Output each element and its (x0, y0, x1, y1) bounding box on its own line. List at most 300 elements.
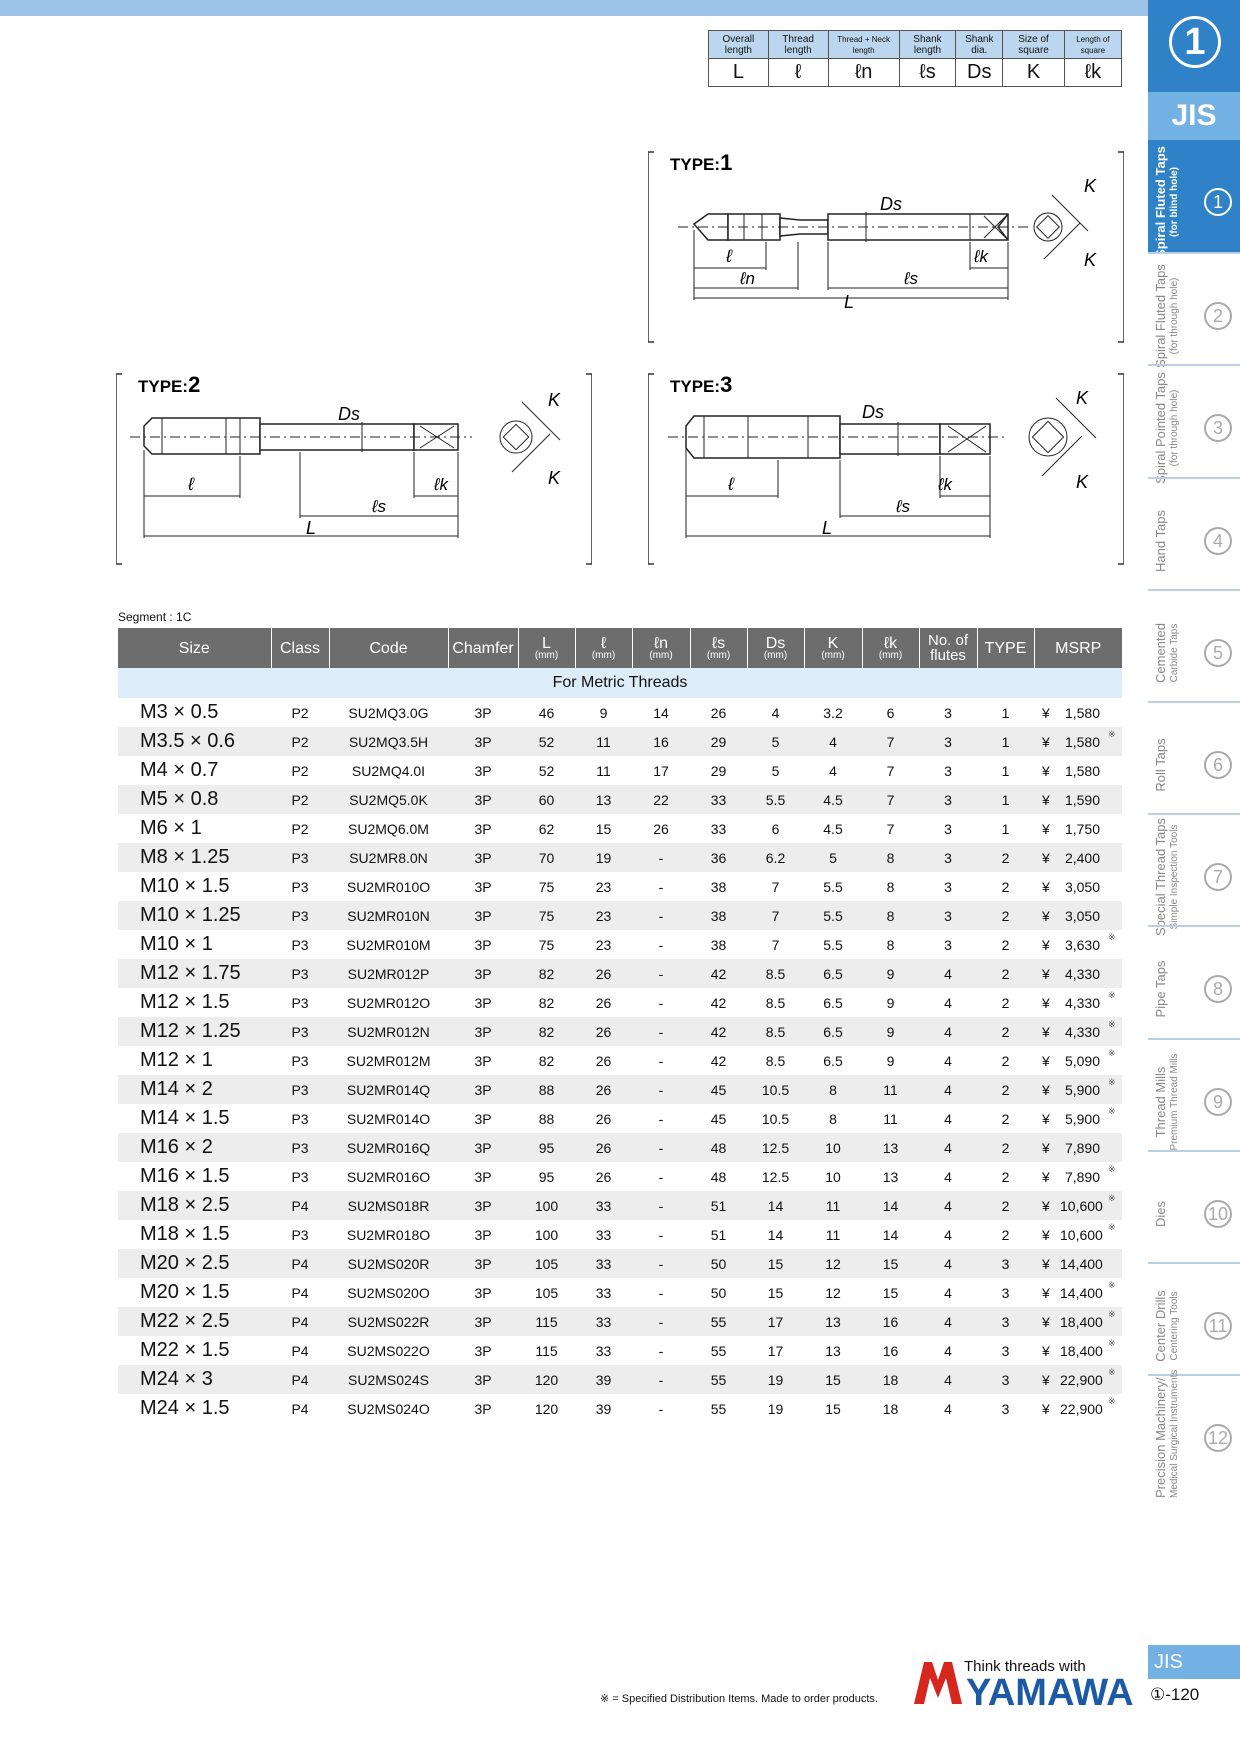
cell-type: 2 (977, 1075, 1034, 1104)
cell-chamfer: 3P (448, 843, 518, 872)
sidebar-item-label: Roll Taps (1153, 738, 1168, 792)
price: 3,050 (1064, 878, 1100, 895)
segment-label: Segment : 1C (118, 610, 192, 624)
cell-code: SU2MS024O (347, 1400, 430, 1417)
sidebar-item-9[interactable] (1148, 1038, 1240, 1150)
cell-ln: 26 (653, 820, 669, 837)
footnote: ※ = Specified Distribution Items. Made to order products. (600, 1693, 878, 1705)
cell-flutes: 4 (919, 1365, 977, 1394)
cell-lk: 18 (862, 1365, 919, 1394)
cell-type: 2 (1001, 994, 1010, 1011)
cell-size: M10 × 1.25 (118, 901, 271, 930)
cell-msrp (1034, 988, 1122, 1017)
cell-size: M24 × 1.5 (140, 1397, 230, 1419)
cell-class: P3 (291, 1226, 309, 1243)
cell-l: 23 (575, 901, 632, 930)
cell-type: 2 (977, 1191, 1034, 1220)
cell-flutes: 4 (919, 1075, 977, 1104)
cell-flutes: 4 (919, 959, 977, 988)
cell-size: M10 × 1 (140, 933, 213, 955)
svg-text:K: K (1076, 388, 1089, 408)
cell-ln: - (658, 1342, 664, 1359)
cell-Ds: 7 (771, 878, 780, 895)
sidebar-item-10[interactable] (1148, 1150, 1240, 1262)
cell-flutes: 3 (919, 727, 977, 756)
col-flutes: No. of flutes (919, 628, 977, 668)
cell-ln: - (632, 1307, 690, 1336)
sidebar-item-12[interactable] (1148, 1369, 1240, 1498)
sidebar-item-7[interactable] (1148, 813, 1240, 937)
currency-symbol: ¥ (1042, 1371, 1050, 1388)
cell-msrp (1034, 756, 1122, 785)
cell-code: SU2MS022R (329, 1307, 448, 1336)
cell-l: 39 (575, 1365, 632, 1394)
sidebar-item-5[interactable] (1148, 589, 1240, 701)
cell-type: 3 (977, 1365, 1034, 1394)
cell-class: P3 (271, 1017, 329, 1046)
logo-brand: YAMAWA (966, 1672, 1134, 1714)
cell-K: 8 (829, 1110, 837, 1127)
cell-code: SU2MS024S (329, 1365, 448, 1394)
cell-ls: 29 (690, 727, 747, 756)
cell-K: 10 (825, 1168, 841, 1185)
cell-msrp (1034, 1191, 1122, 1220)
cell-ls: 38 (710, 936, 727, 953)
cell-type: 2 (977, 959, 1034, 988)
cell-size: M24 × 3 (118, 1365, 271, 1394)
sidebar-item-label: Thread Mills Premium Thread Mills (1153, 1053, 1180, 1151)
currency-symbol: ¥ (1042, 1284, 1050, 1301)
cell-size: M22 × 2.5 (118, 1307, 271, 1336)
table-row (118, 727, 1122, 756)
cell-Ds: 12.5 (747, 1133, 804, 1162)
cell-ln: - (658, 994, 664, 1011)
cell-ls: 55 (710, 1342, 727, 1359)
cell-L: 88 (538, 1110, 555, 1127)
price: 7,890 (1064, 1139, 1100, 1156)
cell-K: 3.2 (823, 704, 843, 721)
cell-class: P3 (291, 936, 309, 953)
cell-flutes: 3 (944, 820, 952, 837)
cell-size: M14 × 1.5 (140, 1107, 230, 1129)
sidebar-item-8[interactable] (1148, 925, 1240, 1037)
sidebar-item-3[interactable] (1148, 364, 1240, 484)
cell-l: 26 (595, 994, 612, 1011)
cell-code: SU2MQ3.0G (348, 704, 429, 721)
cell-code: SU2MR010M (346, 936, 431, 953)
cell-flutes: 4 (944, 994, 952, 1011)
distribution-mark: ※ (1108, 1396, 1116, 1406)
table-row (118, 1394, 1122, 1423)
cell-lk: 6 (886, 704, 895, 721)
cell-class: P3 (291, 1110, 309, 1127)
tap-body (144, 418, 458, 454)
legend-header: Thread length (768, 31, 828, 59)
cell-ln: - (658, 1052, 664, 1069)
cell-flutes: 3 (944, 762, 952, 779)
cell-K: 11 (804, 1191, 862, 1220)
legend-header: Size of square (1003, 31, 1064, 59)
cell-size: M20 × 2.5 (118, 1249, 271, 1278)
cell-K: 4 (804, 727, 862, 756)
sidebar-item-label: Center Drills Centering Tools (1153, 1290, 1180, 1362)
cell-size: M14 × 2 (118, 1075, 271, 1104)
cell-code: SU2MQ3.5H (329, 727, 448, 756)
cell-K: 4 (829, 762, 837, 779)
cell-flutes: 3 (919, 785, 977, 814)
price: 1,590 (1064, 791, 1100, 808)
cell-lk: 14 (882, 1226, 899, 1243)
cell-flutes: 4 (944, 1400, 952, 1417)
currency-symbol: ¥ (1042, 1052, 1050, 1069)
cell-flutes: 4 (919, 1307, 977, 1336)
table-row (118, 1133, 1122, 1162)
cell-l: 26 (595, 1110, 612, 1127)
legend-header: Shank dia. (956, 31, 1003, 59)
cell-ls: 51 (710, 1226, 727, 1243)
price: 7,890 (1064, 1168, 1100, 1185)
cell-class: P2 (271, 785, 329, 814)
cell-msrp (1034, 1365, 1122, 1394)
sidebar-item-number: 3 (1204, 414, 1232, 442)
sidebar-item-2[interactable] (1148, 252, 1240, 368)
cell-lk: 9 (862, 959, 919, 988)
cell-ln: 16 (632, 727, 690, 756)
table-row (118, 1046, 1122, 1075)
cell-L: 75 (538, 878, 555, 895)
cell-msrp (1034, 1220, 1122, 1249)
cell-class: P3 (271, 843, 329, 872)
cell-l: 26 (575, 1017, 632, 1046)
currency-symbol: ¥ (1042, 1110, 1050, 1127)
distribution-mark: ※ (1108, 1338, 1116, 1348)
cell-class: P3 (291, 1168, 309, 1185)
price: 18,400 (1060, 1342, 1103, 1359)
sidebar-item-number: 8 (1204, 975, 1232, 1003)
cell-L: 115 (518, 1307, 575, 1336)
cell-chamfer: 3P (474, 820, 492, 837)
distribution-mark: ※ (1108, 1048, 1116, 1058)
cell-lk: 18 (882, 1400, 899, 1417)
svg-text:Ds: Ds (880, 194, 902, 214)
col-K: K (mm) (804, 628, 862, 668)
cell-code: SU2MS022O (347, 1342, 430, 1359)
cell-type: 3 (977, 1249, 1034, 1278)
cell-size: M4 × 0.7 (140, 759, 219, 781)
cell-type: 3 (1001, 1284, 1010, 1301)
cell-ln: - (658, 1226, 664, 1243)
svg-text:TYPE:2: TYPE:2 (138, 372, 201, 397)
cell-K: 12 (825, 1284, 841, 1301)
distribution-mark: ※ (1108, 990, 1116, 1000)
cell-ls: 51 (690, 1191, 747, 1220)
distribution-mark: ※ (1108, 1193, 1116, 1203)
svg-text:Ds: Ds (862, 402, 884, 422)
cell-L: 52 (538, 762, 555, 779)
cell-chamfer: 3P (448, 727, 518, 756)
cell-ln: - (658, 1168, 664, 1185)
price: 3,050 (1064, 907, 1100, 924)
cell-ls: 36 (690, 843, 747, 872)
sidebar-item-label: Spiral Fluted Taps (for blind hole) (1153, 146, 1180, 258)
cell-ln: - (632, 1075, 690, 1104)
cell-flutes: 4 (919, 1017, 977, 1046)
cell-code: SU2MR016Q (329, 1133, 448, 1162)
sidebar-item-label: Pipe Taps (1153, 960, 1168, 1018)
cell-Ds: 8.5 (765, 994, 786, 1011)
price: 1,580 (1064, 762, 1100, 779)
cell-chamfer: 3P (448, 1365, 518, 1394)
cell-code: SU2MR014Q (329, 1075, 448, 1104)
cell-ln: - (658, 1284, 664, 1301)
cell-L: 75 (538, 936, 555, 953)
cell-l: 39 (595, 1400, 612, 1417)
cell-L: 62 (538, 820, 555, 837)
currency-symbol: ¥ (1042, 1023, 1050, 1040)
cell-ln: - (632, 1365, 690, 1394)
cell-L: 100 (518, 1191, 575, 1220)
currency-symbol: ¥ (1042, 936, 1050, 953)
legend-symbol: ℓs (899, 59, 955, 87)
table-row (118, 959, 1122, 988)
sidebar-item-number: 12 (1204, 1424, 1232, 1452)
price: 1,750 (1064, 820, 1100, 837)
table-row (118, 988, 1122, 1017)
cell-K: 15 (825, 1400, 841, 1417)
cell-ln: - (632, 1017, 690, 1046)
table-row (118, 814, 1122, 843)
cell-lk: 13 (882, 1168, 899, 1185)
cell-msrp (1034, 843, 1122, 872)
cell-flutes: 4 (919, 1249, 977, 1278)
svg-text:ℓk: ℓk (938, 475, 952, 494)
cell-size: M10 × 1.5 (140, 875, 230, 897)
cell-type: 3 (1001, 1400, 1010, 1417)
cell-msrp (1034, 1336, 1122, 1365)
jis-footer-label: JIS (1148, 1645, 1240, 1679)
sidebar-item-6[interactable] (1148, 701, 1240, 813)
cell-size: M18 × 2.5 (118, 1191, 271, 1220)
cell-chamfer: 3P (448, 1191, 518, 1220)
cell-ln: 22 (632, 785, 690, 814)
col-ls: ℓs (mm) (690, 628, 747, 668)
cell-class: P3 (291, 1052, 309, 1069)
cell-size: M22 × 1.5 (140, 1339, 230, 1361)
cell-type: 2 (1001, 936, 1010, 953)
cell-code: SU2MR014O (346, 1110, 431, 1127)
table-row (118, 843, 1122, 872)
cell-ls: 42 (690, 1017, 747, 1046)
cell-class: P3 (271, 901, 329, 930)
price: 1,580 (1064, 733, 1100, 750)
currency-symbol: ¥ (1042, 733, 1050, 750)
cell-code: SU2MS020O (347, 1284, 430, 1301)
cell-l: 23 (595, 878, 612, 895)
cell-ls: 45 (710, 1110, 727, 1127)
svg-text:ℓn: ℓn (740, 269, 755, 288)
col-type: TYPE (977, 628, 1034, 668)
cell-chamfer: 3P (474, 1226, 492, 1243)
col-L: L (mm) (518, 628, 575, 668)
cell-chamfer: 3P (474, 936, 492, 953)
cell-ln: - (658, 1400, 664, 1417)
svg-text:K: K (548, 468, 561, 488)
cell-K: 13 (804, 1307, 862, 1336)
sidebar-item-1[interactable] (1148, 140, 1240, 258)
legend-symbol: ℓk (1064, 59, 1121, 87)
cell-lk: 9 (886, 1052, 895, 1069)
legend-header: Overall length (709, 31, 769, 59)
cell-class: P4 (291, 1342, 309, 1359)
cell-code: SU2MR8.0N (329, 843, 448, 872)
cell-ln: - (632, 1249, 690, 1278)
cell-msrp (1034, 1046, 1122, 1075)
cell-flutes: 4 (944, 1052, 952, 1069)
svg-text:ℓ: ℓ (728, 474, 734, 494)
page-number: ①-120 (1150, 1685, 1200, 1704)
cell-l: 33 (595, 1226, 612, 1243)
cell-msrp (1034, 1307, 1122, 1336)
col-chamfer: Chamfer (448, 628, 518, 668)
cell-size: M12 × 1.75 (118, 959, 271, 988)
cell-ln: 17 (653, 762, 669, 779)
dimension-legend (708, 30, 1122, 87)
cell-type: 2 (977, 1017, 1034, 1046)
cell-L: 70 (518, 843, 575, 872)
col-size: Size (118, 628, 271, 668)
price: 22,900 (1060, 1371, 1103, 1388)
cell-msrp (1034, 1394, 1122, 1423)
cell-flutes: 3 (944, 878, 952, 895)
sidebar-item-number: 1 (1204, 188, 1232, 216)
jis-label: JIS (1148, 92, 1240, 140)
sidebar-item-4[interactable] (1148, 477, 1240, 589)
yamawa-logo-icon (914, 1658, 962, 1704)
cell-lk: 8 (862, 843, 919, 872)
cell-lk: 11 (862, 1075, 919, 1104)
table-row (118, 1104, 1122, 1133)
cell-Ds: 14 (767, 1226, 784, 1243)
legend-symbol: ℓ (768, 59, 828, 87)
table-row (118, 1365, 1122, 1394)
cell-L: 120 (518, 1365, 575, 1394)
cell-class: P3 (291, 878, 309, 895)
cell-K: 10 (804, 1133, 862, 1162)
col-lk: ℓk (mm) (862, 628, 919, 668)
distribution-mark: ※ (1108, 729, 1116, 739)
cell-type: 1 (977, 785, 1034, 814)
cell-Ds: 15 (747, 1249, 804, 1278)
svg-text:ℓs: ℓs (372, 497, 386, 516)
table-row (118, 785, 1122, 814)
cell-type: 3 (977, 1307, 1034, 1336)
distribution-mark: ※ (1108, 1077, 1116, 1087)
currency-symbol: ¥ (1042, 762, 1050, 779)
cell-type: 2 (977, 1133, 1034, 1162)
cell-class: P2 (291, 762, 309, 779)
currency-symbol: ¥ (1042, 1139, 1050, 1156)
cell-msrp (1034, 1278, 1122, 1307)
price: 5,900 (1064, 1081, 1100, 1098)
sidebar-item-11[interactable] (1148, 1262, 1240, 1374)
cell-Ds: 6 (771, 820, 780, 837)
cell-msrp (1034, 1133, 1122, 1162)
cell-lk: 9 (886, 994, 895, 1011)
cell-K: 6.5 (823, 994, 843, 1011)
cell-msrp (1034, 872, 1122, 901)
cell-Ds: 5 (771, 762, 780, 779)
table-row (118, 930, 1122, 959)
col-l: ℓ (mm) (575, 628, 632, 668)
cell-size: M16 × 2 (118, 1133, 271, 1162)
svg-text:TYPE:1: TYPE:1 (670, 150, 733, 175)
svg-text:Ds: Ds (338, 404, 360, 424)
distribution-mark: ※ (1108, 1222, 1116, 1232)
cell-l: 33 (575, 1191, 632, 1220)
cell-Ds: 10.5 (761, 1110, 790, 1127)
currency-symbol: ¥ (1042, 965, 1050, 982)
price: 10,600 (1060, 1226, 1103, 1243)
type1-diagram (648, 150, 1124, 346)
cell-class: P2 (291, 704, 309, 721)
sidebar-item-number: 11 (1204, 1312, 1232, 1340)
cell-Ds: 8.5 (747, 1017, 804, 1046)
table-row (118, 872, 1122, 901)
cell-ls: 48 (710, 1168, 727, 1185)
cell-Ds: 5 (747, 727, 804, 756)
cell-ln: - (632, 1191, 690, 1220)
cell-size: M18 × 1.5 (140, 1223, 230, 1245)
legend-symbol: Ds (956, 59, 1003, 87)
cell-L: 105 (534, 1284, 559, 1301)
cell-lk: 15 (862, 1249, 919, 1278)
sidebar-item-number: 7 (1204, 863, 1232, 891)
cell-l: 11 (596, 762, 611, 779)
cell-code: SU2MQ5.0K (329, 785, 448, 814)
cell-class: P3 (271, 1075, 329, 1104)
cell-L: 100 (534, 1226, 559, 1243)
cell-chamfer: 3P (448, 1307, 518, 1336)
table-row (118, 698, 1122, 727)
sidebar-item-number: 2 (1204, 302, 1232, 330)
cell-K: 5 (804, 843, 862, 872)
cell-msrp (1034, 901, 1122, 930)
table-row (118, 1307, 1122, 1336)
cell-msrp (1034, 1104, 1122, 1133)
sidebar-item-number: 6 (1204, 751, 1232, 779)
currency-symbol: ¥ (1042, 820, 1050, 837)
cell-K: 5.5 (823, 878, 843, 895)
cell-chamfer: 3P (448, 1133, 518, 1162)
cell-ls: 42 (710, 994, 727, 1011)
cell-size: M3 × 0.5 (140, 701, 219, 723)
svg-text:L: L (822, 518, 833, 538)
product-table (118, 628, 1122, 1423)
legend-symbol: L (709, 59, 769, 87)
cell-lk: 11 (883, 1110, 898, 1127)
cell-chamfer: 3P (474, 994, 492, 1011)
cell-ls: 45 (690, 1075, 747, 1104)
price: 1,580 (1064, 704, 1100, 721)
cell-ln: - (658, 878, 664, 895)
distribution-mark: ※ (1108, 932, 1116, 942)
sidebar-item-label: Dies (1153, 1201, 1168, 1228)
cell-size: M16 × 1.5 (140, 1165, 230, 1187)
cell-K: 11 (825, 1226, 841, 1243)
cell-type: 3 (1001, 1342, 1010, 1359)
distribution-mark: ※ (1108, 1019, 1116, 1029)
legend-header: Length of square (1064, 31, 1121, 59)
